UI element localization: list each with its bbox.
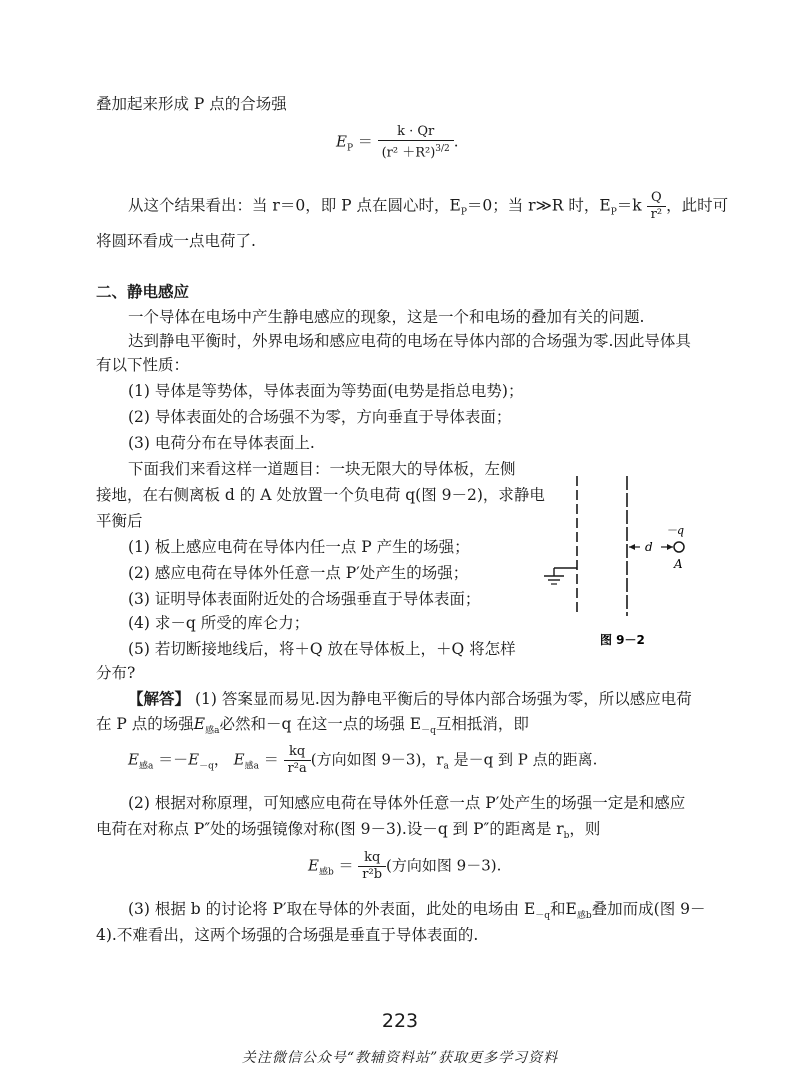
text: (2) 导体表面处的合场强不为零，方向垂直于导体表面；: [128, 408, 512, 426]
text: 从这个结果看出：当 r＝0，即 P 点在圆心时，E: [128, 196, 461, 215]
text: 有以下性质：: [96, 356, 190, 374]
text-line: [128, 898, 705, 927]
symbol: E: [188, 750, 200, 769]
text-line: [96, 924, 478, 946]
text: 平衡后: [96, 512, 143, 530]
sub: －q: [199, 761, 214, 772]
text: (2) 根据对称原理，可知感应电荷在导体外任意一点 P′处产生的场强一定是和感应: [128, 794, 686, 812]
sub: P: [460, 207, 467, 218]
text: (3) 证明导体表面附近处的合场强垂直于导体表面；: [128, 590, 481, 608]
fraction-den: r²: [650, 207, 663, 222]
text: (3) 电荷分布在导体表面上.: [128, 434, 315, 452]
text: 一个导体在电场中产生静电感应的现象，这是一个和电场的叠加有关的问题.: [128, 308, 645, 326]
fraction-num: kq: [358, 850, 386, 867]
text: (1) 导体是等势体，导体表面为等势面(电势是指总电势)；: [128, 382, 524, 400]
text-line: [96, 230, 256, 252]
text-line: [128, 330, 691, 352]
text: 叠加而成(图 9－: [591, 900, 706, 918]
text: ＝0；当 r≫R 时，E: [466, 196, 611, 215]
equation-line-4: [308, 850, 501, 883]
symbol: E: [193, 715, 206, 733]
text: 下面我们来看这样一道题目：一块无限大的导体板，左侧: [128, 460, 516, 478]
text-line: [128, 688, 692, 710]
sub: P: [610, 207, 617, 218]
eq-equals: ＝: [357, 132, 373, 151]
fraction-den: r²b: [362, 867, 383, 882]
text-line: [128, 562, 468, 584]
text-line: [96, 713, 529, 742]
text: ，则: [569, 820, 601, 838]
text: (4) 求－q 所受的库仑力；: [128, 614, 310, 632]
text: 将圆环看成一点电荷了.: [96, 232, 256, 250]
footer-note: 关注微信公众号“教辅资料站”获取更多学习资料: [241, 1050, 559, 1066]
text: (3) 根据 b 的讨论将 P′取在导体的外表面，此处的电场由 E: [128, 900, 536, 918]
text-line: [128, 612, 309, 634]
sub: －q: [535, 911, 551, 922]
text: 4).不难看出，这两个场强的合场强是垂直于导体表面的.: [96, 926, 479, 944]
fraction-num: k · Qr: [378, 124, 454, 141]
text-line: [96, 484, 545, 506]
text-line: [128, 588, 480, 610]
text: 电荷在对称点 P″处的场强镜像对称(图 9－3).设－q 到 P″的距离是 r: [96, 820, 564, 838]
page-number: 223: [381, 1010, 419, 1032]
text-line: [96, 93, 287, 115]
text: (2) 感应电荷在导体外任意一点 P′处产生的场强；: [128, 564, 469, 582]
fraction-num: kq: [284, 744, 311, 761]
text: 接地，在右侧离板 d 的 A 处放置一个负电荷 q(图 9－2)，求静电: [96, 486, 545, 504]
text: 和E: [550, 900, 577, 918]
figure-caption: 图 9－2: [600, 633, 645, 647]
symbol: E: [128, 750, 139, 769]
eq-equals: ＝: [338, 856, 354, 875]
equation-line-3: [128, 744, 597, 777]
text-line: [128, 406, 511, 428]
fraction: [284, 744, 311, 777]
text-line: [96, 510, 143, 532]
sub: 感a: [205, 726, 220, 737]
text: 在 P 点的场强: [96, 715, 194, 733]
text-line: [128, 536, 470, 558]
equation-ep: [336, 124, 459, 161]
symbol: E: [308, 856, 319, 875]
text: 达到静电平衡时，外界电场和感应电荷的电场在导体内部的合场强为零.因此导体具: [128, 332, 691, 350]
arrow-head: [667, 544, 673, 550]
text-line: [128, 380, 523, 402]
sub: 感b: [318, 867, 334, 878]
label-q: －q: [666, 524, 685, 537]
text: 必然和－q 在这一点的场强 E: [219, 715, 422, 733]
eq-equals: ＝: [263, 750, 279, 769]
den-text: (r² ＋R²): [381, 145, 436, 161]
label-a: A: [674, 557, 683, 571]
answer-label: 【解答】: [128, 690, 191, 708]
text-line: [96, 818, 600, 847]
fraction-den: r²a: [287, 761, 307, 776]
fraction: [358, 850, 386, 883]
text: (方向如图 9－3)，r: [310, 750, 444, 769]
symbol: E: [233, 750, 245, 769]
text-line: [128, 458, 516, 480]
sub: b: [563, 831, 570, 842]
text: (方向如图 9－3).: [386, 856, 502, 875]
text: (1) 板上感应电荷在导体内任一点 P 产生的场强；: [128, 538, 470, 556]
text: 互相抵消，即: [435, 715, 529, 733]
eq-end: .: [453, 132, 459, 151]
text: ，此时可: [666, 196, 729, 215]
text-line: [96, 354, 189, 376]
arrow-head: [629, 544, 635, 550]
text: ＝k: [616, 196, 642, 215]
eq-sub: P: [346, 143, 354, 154]
sub: 感a: [244, 761, 259, 772]
sub: －q: [421, 726, 436, 737]
section-heading: 二、静电感应: [96, 283, 190, 301]
figure-9-2: [540, 476, 720, 656]
charge-point: [674, 542, 684, 552]
text: 分布?: [96, 664, 136, 682]
text: (1) 答案显而易见.因为静电平衡后的导体内部合场强为零，所以感应电荷: [190, 690, 692, 708]
eq-symbol: E: [336, 132, 347, 151]
label-d: d: [645, 540, 653, 554]
sub: 感a: [138, 761, 154, 772]
fraction-den: [378, 141, 454, 161]
text-line: [128, 792, 685, 814]
text-line: [128, 306, 644, 328]
sub: a: [443, 761, 449, 772]
text: 叠加起来形成 P 点的合场强: [96, 95, 287, 113]
comma: ，: [213, 750, 229, 769]
text: (5) 若切断接地线后，将＋Q 放在导体板上，＋Q 将怎样: [128, 640, 516, 658]
fraction: [647, 190, 666, 223]
text-line: [128, 432, 315, 454]
fraction-num: Q: [647, 190, 666, 207]
fraction: [378, 124, 454, 161]
sub: 感b: [576, 911, 592, 922]
den-exp: 3/2: [435, 144, 450, 154]
text-line: [128, 190, 728, 224]
text-line: [128, 638, 516, 660]
text: 是－q 到 P 点的距离.: [448, 750, 598, 769]
text-line: [96, 662, 135, 684]
eq-op: ＝－: [158, 750, 189, 769]
